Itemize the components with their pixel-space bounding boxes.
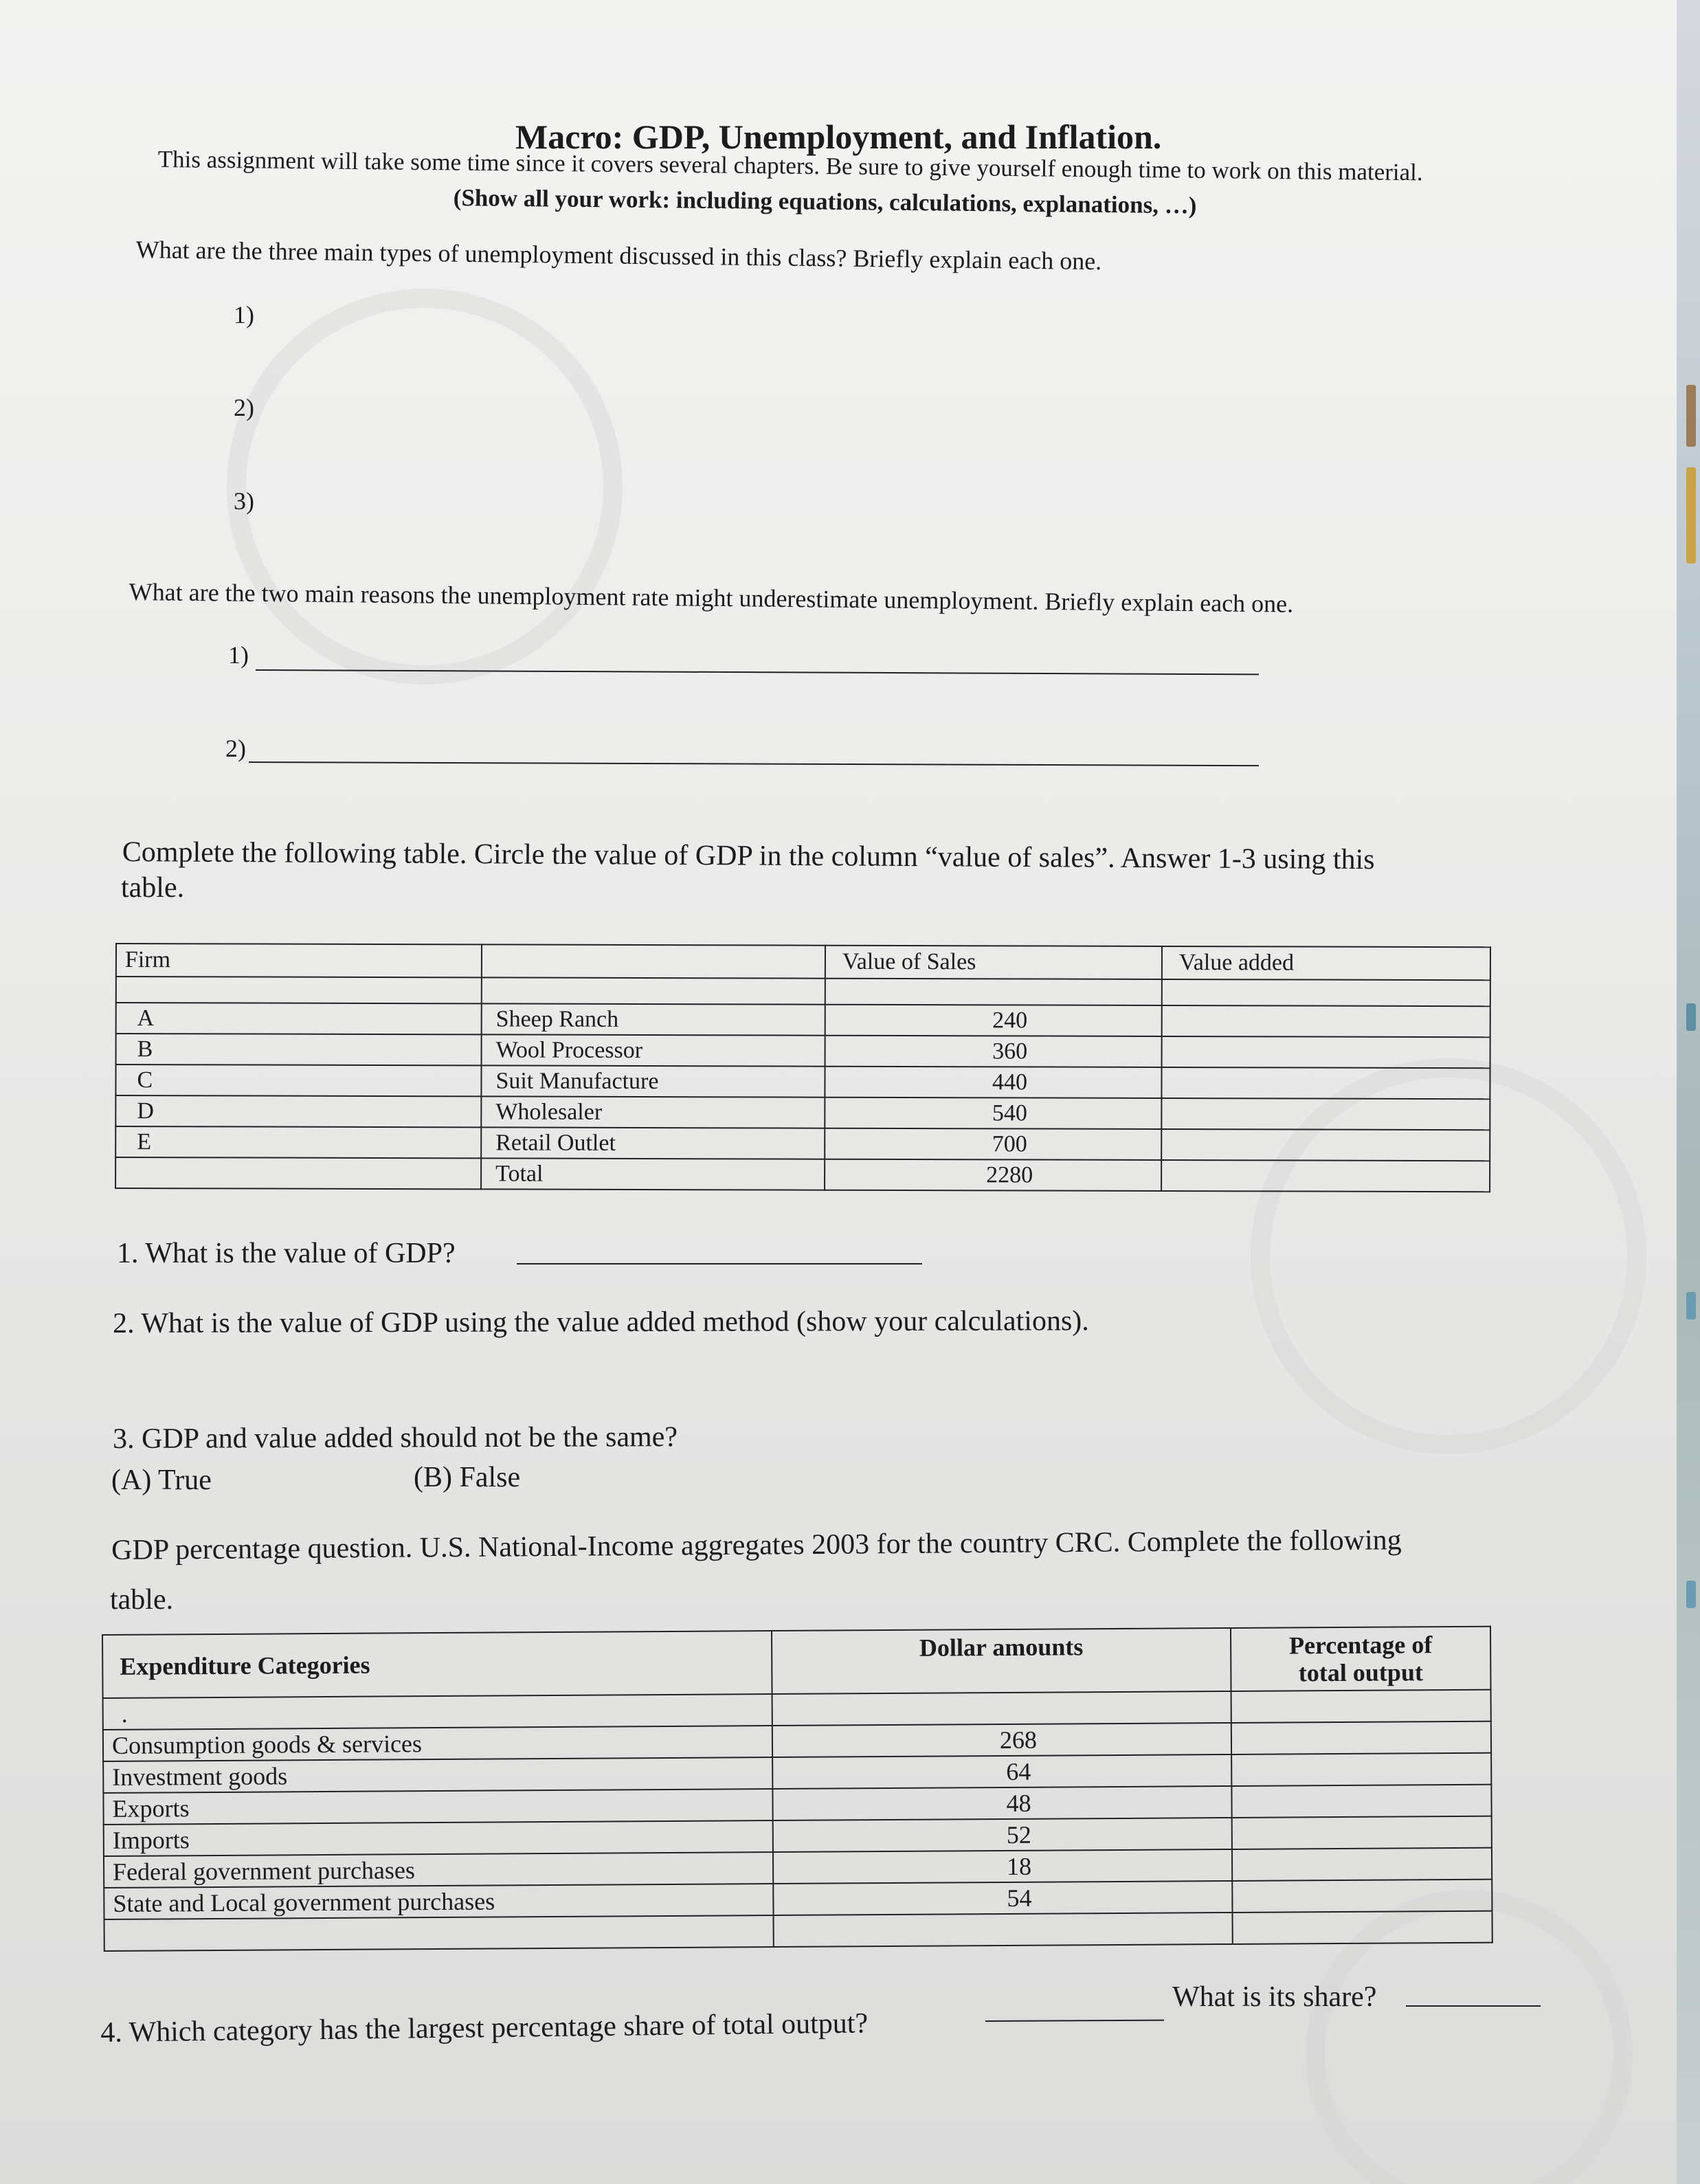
- option-b-false[interactable]: (B) False: [414, 1462, 521, 1493]
- firm-cell: E: [115, 1126, 481, 1158]
- header-percentage: [1231, 1627, 1491, 1691]
- edge-mark: [1686, 1581, 1696, 1608]
- page-title: Macro: GDP, Unemployment, and Inflation.: [515, 118, 1162, 156]
- category-cell: State and Local government purchases: [104, 1884, 773, 1919]
- table-row: [116, 1034, 1490, 1068]
- dot-mark: .: [103, 1694, 772, 1730]
- header-firm: Firm: [116, 944, 482, 977]
- table-row: [116, 977, 1490, 1006]
- expenditure-intro: GDP percentage question. U.S. National-Income aggregates 2003 for the country CRC. Complete the following: [111, 1524, 1402, 1566]
- table-row: [115, 1065, 1490, 1099]
- share-question: What is its share?: [1172, 1981, 1377, 2013]
- header-expenditure-categories: Expenditure Categories: [102, 1631, 772, 1698]
- background-swirl: [227, 289, 623, 684]
- edge-mark: [1686, 1292, 1696, 1319]
- amount-cell: 54: [773, 1881, 1232, 1915]
- value-added-cell[interactable]: [1162, 1036, 1490, 1068]
- amount-cell: 48: [772, 1786, 1231, 1820]
- value-added-cell[interactable]: [1162, 1005, 1490, 1037]
- value-added-intro: Complete the following table. Circle the value of GDP in the column “value of sales”. Answer 1-3 using this: [122, 836, 1375, 876]
- answer-line: [249, 761, 1259, 766]
- firm-cell: D: [115, 1095, 481, 1127]
- table-row: [115, 1126, 1490, 1161]
- header-blank: [482, 944, 825, 978]
- percent-cell[interactable]: [1231, 1785, 1491, 1818]
- edge-mark: [1686, 467, 1696, 564]
- option-a-true[interactable]: (A) True: [111, 1464, 212, 1496]
- value-added-intro-2: table.: [121, 872, 185, 904]
- sales-cell: 540: [825, 1097, 1161, 1129]
- percent-cell[interactable]: [1231, 1721, 1491, 1754]
- value-added-cell[interactable]: [1161, 1098, 1490, 1130]
- percent-cell[interactable]: [1232, 1848, 1492, 1881]
- value-added-cell[interactable]: [1161, 1129, 1490, 1161]
- value-added-total-cell[interactable]: [1161, 1160, 1490, 1192]
- category-cell: Consumption goods & services: [103, 1726, 772, 1761]
- amount-cell: 64: [772, 1754, 1231, 1789]
- answer-line: [985, 2020, 1164, 2022]
- reason-label-2: 2): [225, 735, 246, 762]
- firm-name-cell: Sheep Ranch: [482, 1003, 825, 1035]
- value-added-cell[interactable]: [1161, 1067, 1490, 1099]
- firm-cell: B: [116, 1034, 482, 1065]
- question-3: 3. GDP and value added should not be the same?: [113, 1421, 678, 1455]
- edge-mark: [1686, 385, 1696, 447]
- value-added-table: [115, 943, 1491, 1192]
- question-unemployment-types: What are the three main types of unemployment discussed in this class? Briefly explain each one.: [135, 235, 1102, 276]
- firm-name-cell: Retail Outlet: [481, 1127, 825, 1159]
- percent-cell[interactable]: [1231, 1753, 1491, 1786]
- edge-mark: [1686, 1003, 1696, 1031]
- header-dollar-amounts: Dollar amounts: [772, 1628, 1231, 1694]
- firm-name-cell: Wholesaler: [481, 1096, 825, 1128]
- table-row: [115, 1095, 1490, 1130]
- category-cell: Investment goods: [103, 1757, 772, 1793]
- amount-cell: 268: [772, 1723, 1231, 1757]
- header-value-added: Value added: [1162, 946, 1490, 980]
- answer-line: [1406, 2005, 1541, 2007]
- question-4: 4. Which category has the largest percentage share of total output?: [100, 2007, 869, 2049]
- total-label: Total: [481, 1158, 825, 1190]
- answer-label-1: 1): [234, 301, 254, 328]
- answer-label-2: 2): [234, 394, 254, 421]
- total-value: 2280: [825, 1159, 1161, 1191]
- table-row: [116, 1003, 1490, 1037]
- sales-cell: 700: [825, 1128, 1161, 1160]
- answer-line: [517, 1263, 922, 1264]
- sales-cell: 440: [825, 1067, 1161, 1098]
- percent-cell[interactable]: [1232, 1880, 1492, 1913]
- desk-edge: [1677, 0, 1700, 2184]
- answer-label-3: 3): [234, 487, 254, 515]
- question-1: 1. What is the value of GDP?: [117, 1238, 456, 1269]
- header-percentage-line2: total output: [1298, 1658, 1424, 1687]
- expenditure-intro-2: table.: [110, 1584, 174, 1616]
- firm-cell: A: [116, 1003, 482, 1034]
- amount-cell: 52: [773, 1818, 1232, 1852]
- firm-cell: C: [115, 1065, 481, 1096]
- reason-label-1: 1): [228, 641, 249, 669]
- intro-text: This assignment will take some time since it covers several chapters. Be sure to give yourself enough time to work on this material.: [157, 146, 1423, 186]
- table-header-row: [102, 1627, 1491, 1698]
- firm-name-cell: Wool Processor: [482, 1034, 825, 1066]
- table-header-row: [116, 944, 1490, 980]
- question-2: 2. What is the value of GDP using the value added method (show your calculations).: [113, 1305, 1089, 1339]
- sales-cell: 240: [825, 1005, 1162, 1036]
- amount-cell: 18: [773, 1849, 1232, 1884]
- table-total-row: [115, 1157, 1490, 1192]
- firm-name-cell: Suit Manufacture: [481, 1065, 825, 1097]
- sales-cell: 360: [825, 1036, 1162, 1067]
- question-underestimate: What are the two main reasons the unemployment rate might underestimate unemployment. Briefly explain each one.: [128, 577, 1294, 618]
- instruction-text: (Show all your work: including equations, calculations, explanations, …): [453, 184, 1197, 219]
- header-value-of-sales: Value of Sales: [825, 946, 1162, 979]
- category-cell: Federal government purchases: [104, 1852, 773, 1888]
- category-cell: Exports: [103, 1789, 772, 1825]
- header-percentage-line1: Percentage of: [1288, 1631, 1433, 1660]
- expenditure-table: [102, 1626, 1493, 1952]
- percent-cell[interactable]: [1232, 1816, 1492, 1849]
- category-cell: Imports: [104, 1820, 773, 1856]
